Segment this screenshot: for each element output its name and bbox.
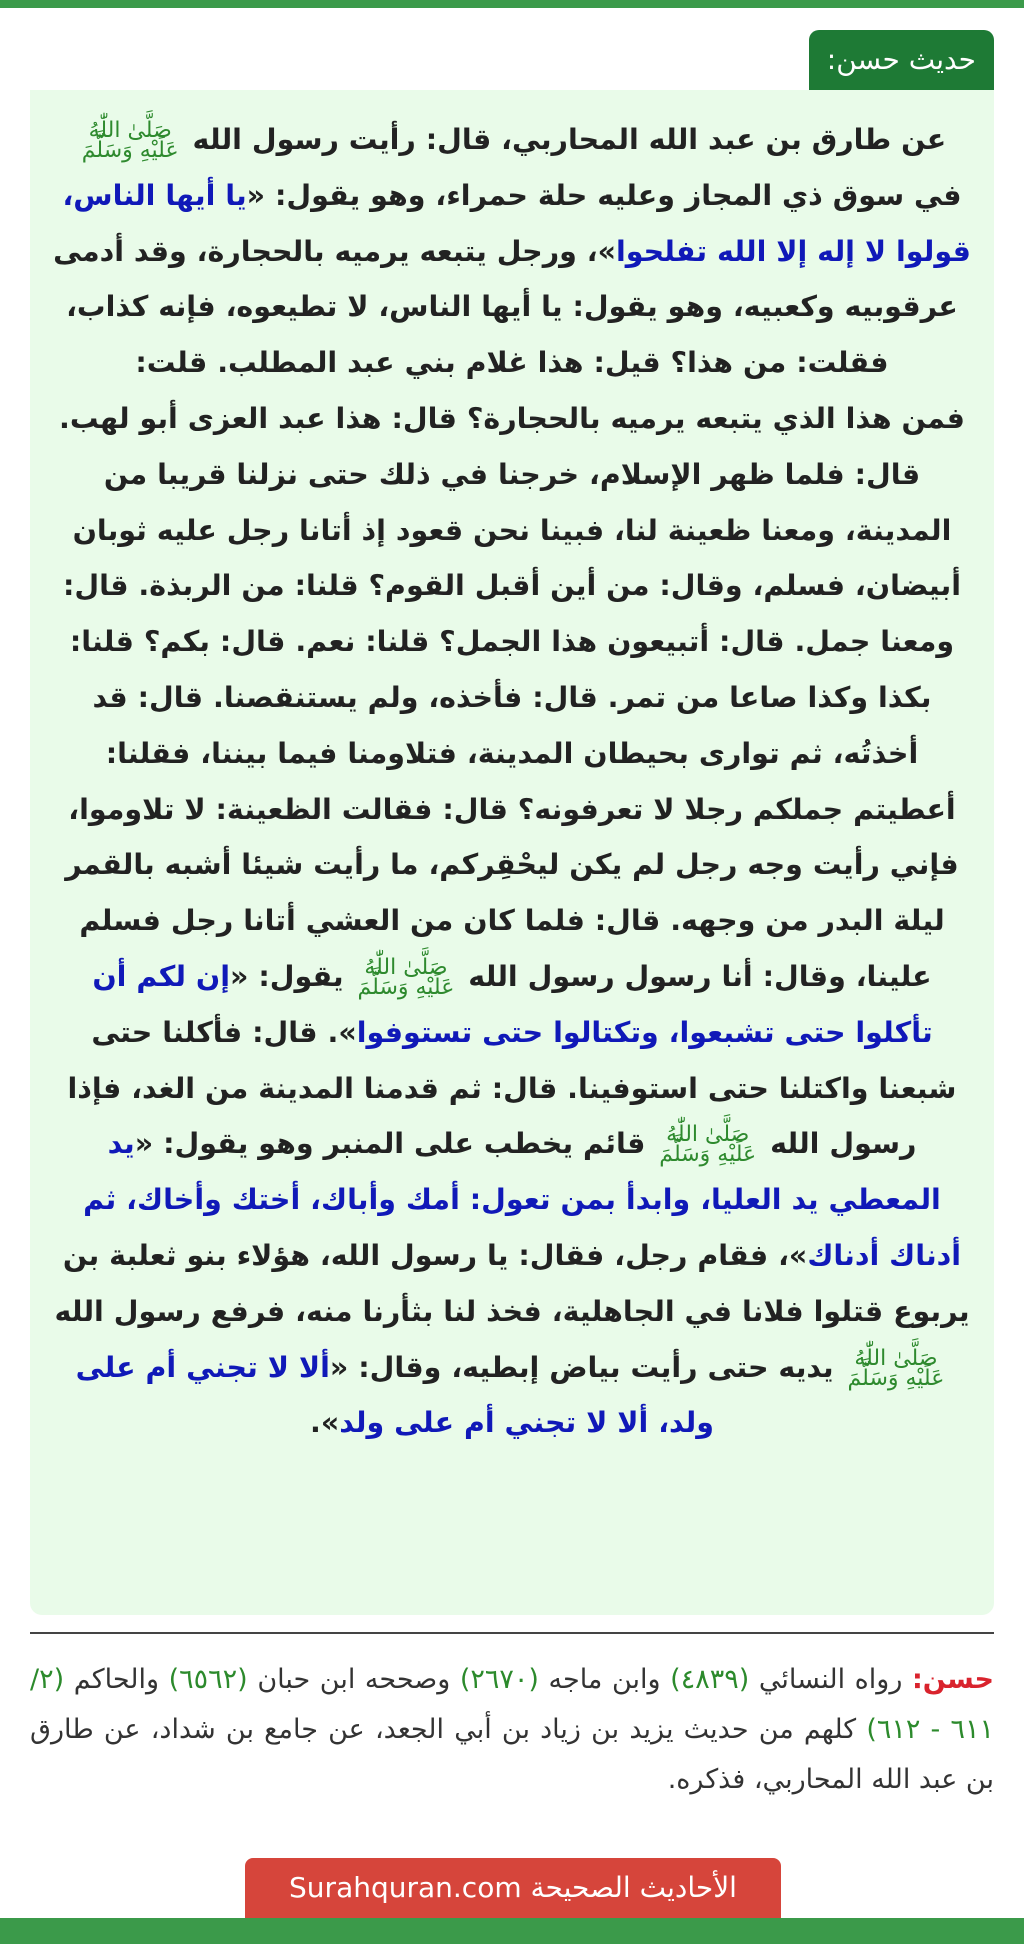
salawat-icon: صَلَّىٰ اللّٰهُ عَلَيْهِ وَسَلَّمَ: [81, 118, 179, 163]
takhrij-reference: (٢/ ٦١١ - ٦١٢): [30, 1664, 994, 1745]
prophetic-quote: يد المعطي يد العليا، وابدأ بمن تعول: أمك وأباك، أختك وأخاك، ثم أدناك أدناك: [83, 1127, 962, 1272]
takhrij-segment: وابن ماجه: [548, 1664, 661, 1695]
takhrij-segment: والحاكم: [73, 1664, 160, 1695]
bottom-accent-bar: [0, 1918, 1024, 1944]
hadith-body: [50, 112, 974, 1451]
salawat-icon: صَلَّىٰ اللّٰهُ عَلَيْهِ وَسَلَّمَ: [659, 1122, 757, 1168]
hadith-segment: »، ورجل يتبعه يرميه بالحجارة، وقد أدمى عرقوبيه وكعبيه، وهو يقول: يا أيها الناس، لا تطيعوه، فإنه كذاب، فقلت: من هذا؟ قيل: هذا غلام بني عبد المطلب. قلت:: [53, 234, 958, 380]
hadith-segment: »، فقام رجل، فقال: يا رسول الله، هؤلاء بنو ثعلبة بن يربوع قتلوا فلانا في الجاهلية، فخذ لنا بثأرنا منه، فرفع رسول الله: [54, 1238, 970, 1328]
takhrij-text: [30, 1655, 994, 1805]
hadith-segment: في سوق ذي المجاز وعليه حلة حمراء، وهو يقول: «: [246, 178, 962, 212]
prophetic-quote: يا أيها الناس، قولوا لا إله إلا الله تفلحوا: [62, 178, 971, 268]
top-accent-bar: [0, 0, 1024, 8]
takhrij-grade: حسن:: [911, 1664, 995, 1695]
prophetic-quote: إن لكم أن تأكلوا حتى تشبعوا، وتكتالوا حتى تستوفوا: [92, 959, 933, 1049]
hadith-segment: عن طارق بن عبد الله المحاربي، قال: رأيت رسول الله: [192, 123, 947, 156]
prophetic-quote: ألا لا تجني أم على ولد، ألا لا تجني أم على ولد: [75, 1350, 714, 1440]
salawat-icon: صَلَّىٰ اللّٰهُ عَلَيْهِ وَسَلَّمَ: [357, 954, 455, 1000]
section-divider: [30, 1632, 994, 1634]
hadith-grade-label: حديث حسن:: [809, 30, 994, 90]
takhrij-reference: (٦٥٦٢): [168, 1664, 248, 1695]
hadith-segment: ».: [310, 1406, 340, 1440]
hadith-segment: ». قال: فأكلنا حتى شبعنا واكتلنا حتى استوفينا. قال: ثم قدمنا المدينة من الغد، فإذا رسول الله: [67, 1015, 957, 1161]
takhrij-segment: وصححه ابن حبان: [257, 1664, 451, 1695]
takhrij-segment: رواه النسائي: [758, 1664, 903, 1695]
takhrij-segment: كلهم من حديث يزيد بن زياد بن أبي الجعد، عن جامع بن شداد، عن طارق بن عبد الله المحاربي، فذكره.: [30, 1714, 994, 1795]
hadith-segment: يقول: «: [230, 959, 344, 993]
hadith-segment: فمن هذا الذي يتبعه يرميه بالحجارة؟ قال: هذا عبد العزى أبو لهب. قال: فلما ظهر الإسلام، خرجنا في ذلك حتى نزلنا قريبا من المدينة، ومعنا ظعينة لنا، فبينا نحن قعود إذ أتانا رجل عليه ثوبان أبيضان، فسلم، وقال: من أين أقبل القوم؟ قلنا: من الربذة. قال: ومعنا جمل. قال: أتبيعون هذا الجمل؟ قلنا: نعم. قال: بكم؟ قلنا: بكذا وكذا صاعا من تمر. قال: فأخذه، ولم يستنقصنا. قال: قد أخذتُه، ثم توارى بحيطان المدينة، فتلاومنا فيما بيننا، فقلنا: أعطيتم جملكم رجلا لا تعرفونه؟ قال: فقالت الظعينة: لا تلاوموا، فإني رأيت وجه رجل لم يكن ليحْقِركم، ما رأيت شيئا أشبه بالقمر ليلة البدر من وجهه. قال: فلما كان من العشي أتانا رجل فسلم علينا، وقال: أنا رسول رسول الله: [59, 401, 965, 993]
takhrij-reference: (٢٦٧٠): [459, 1664, 539, 1695]
hadith-segment: يديه حتى رأيت بياض إبطيه، وقال: «: [329, 1350, 834, 1384]
site-badge-link[interactable]: الأحاديث الصحيحة Surahquran.com: [245, 1858, 781, 1918]
hadith-text-box: [30, 90, 994, 1615]
salawat-icon: صَلَّىٰ اللّٰهُ عَلَيْهِ وَسَلَّمَ: [847, 1345, 945, 1391]
takhrij-reference: (٤٨٣٩): [670, 1664, 750, 1695]
hadith-segment: قائم يخطب على المنبر وهو يقول: «: [134, 1127, 646, 1161]
